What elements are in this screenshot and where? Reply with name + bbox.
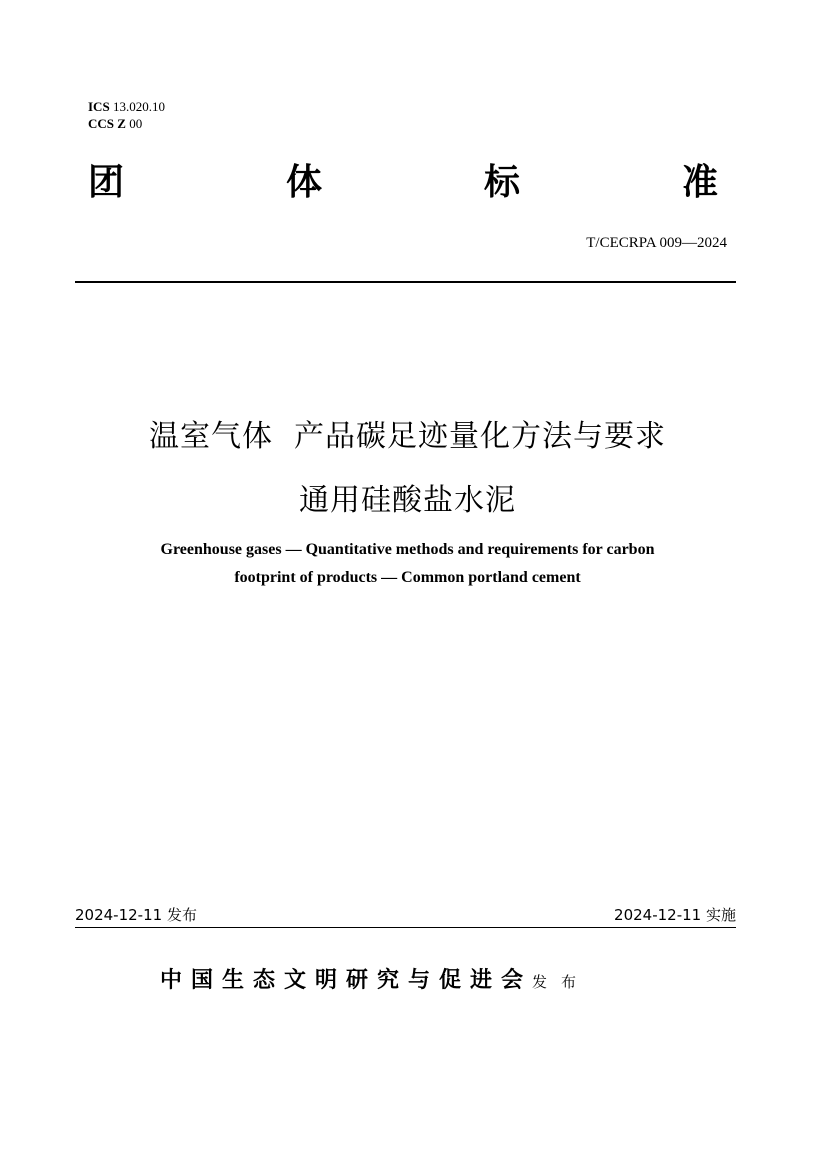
ccs-label: CCS	[88, 116, 115, 131]
publisher-suffix: 发布	[532, 973, 591, 991]
ics-value: 13.020.10	[112, 99, 165, 114]
standard-type-char: 团	[88, 161, 125, 203]
implementation-date: 2024-12-11 实施	[614, 906, 736, 924]
standard-type-heading	[88, 160, 718, 204]
standard-code: T/CECRPA 009—2024	[586, 235, 727, 251]
standard-type-char: 体	[285, 161, 322, 203]
classification-codes	[88, 98, 165, 132]
ccs-class: Z	[117, 116, 126, 131]
ics-line	[88, 98, 165, 115]
issue-date: 2024-12-11 发布	[75, 906, 197, 924]
top-divider	[75, 281, 736, 283]
title-chinese-line2: 通用硅酸盐水泥	[299, 483, 516, 518]
title-english-line1: Greenhouse gases — Quantitative methods and requirements for carbon	[160, 541, 655, 558]
title-english-line2: footprint of products — Common portland cement	[234, 569, 581, 586]
title-chinese-line1: 温室气体 产品碳足迹量化方法与要求	[148, 419, 667, 454]
ccs-line	[88, 115, 165, 132]
title-english	[0, 536, 815, 592]
publisher	[160, 963, 590, 994]
standard-type-char: 准	[681, 161, 718, 203]
ccs-value: 00	[129, 116, 143, 131]
bottom-divider	[75, 927, 736, 928]
publisher-name: 中国生态文明研究与促进会	[160, 967, 533, 993]
ics-label: ICS	[88, 99, 110, 114]
standard-type-char: 标	[483, 161, 520, 203]
title-chinese	[0, 405, 815, 533]
